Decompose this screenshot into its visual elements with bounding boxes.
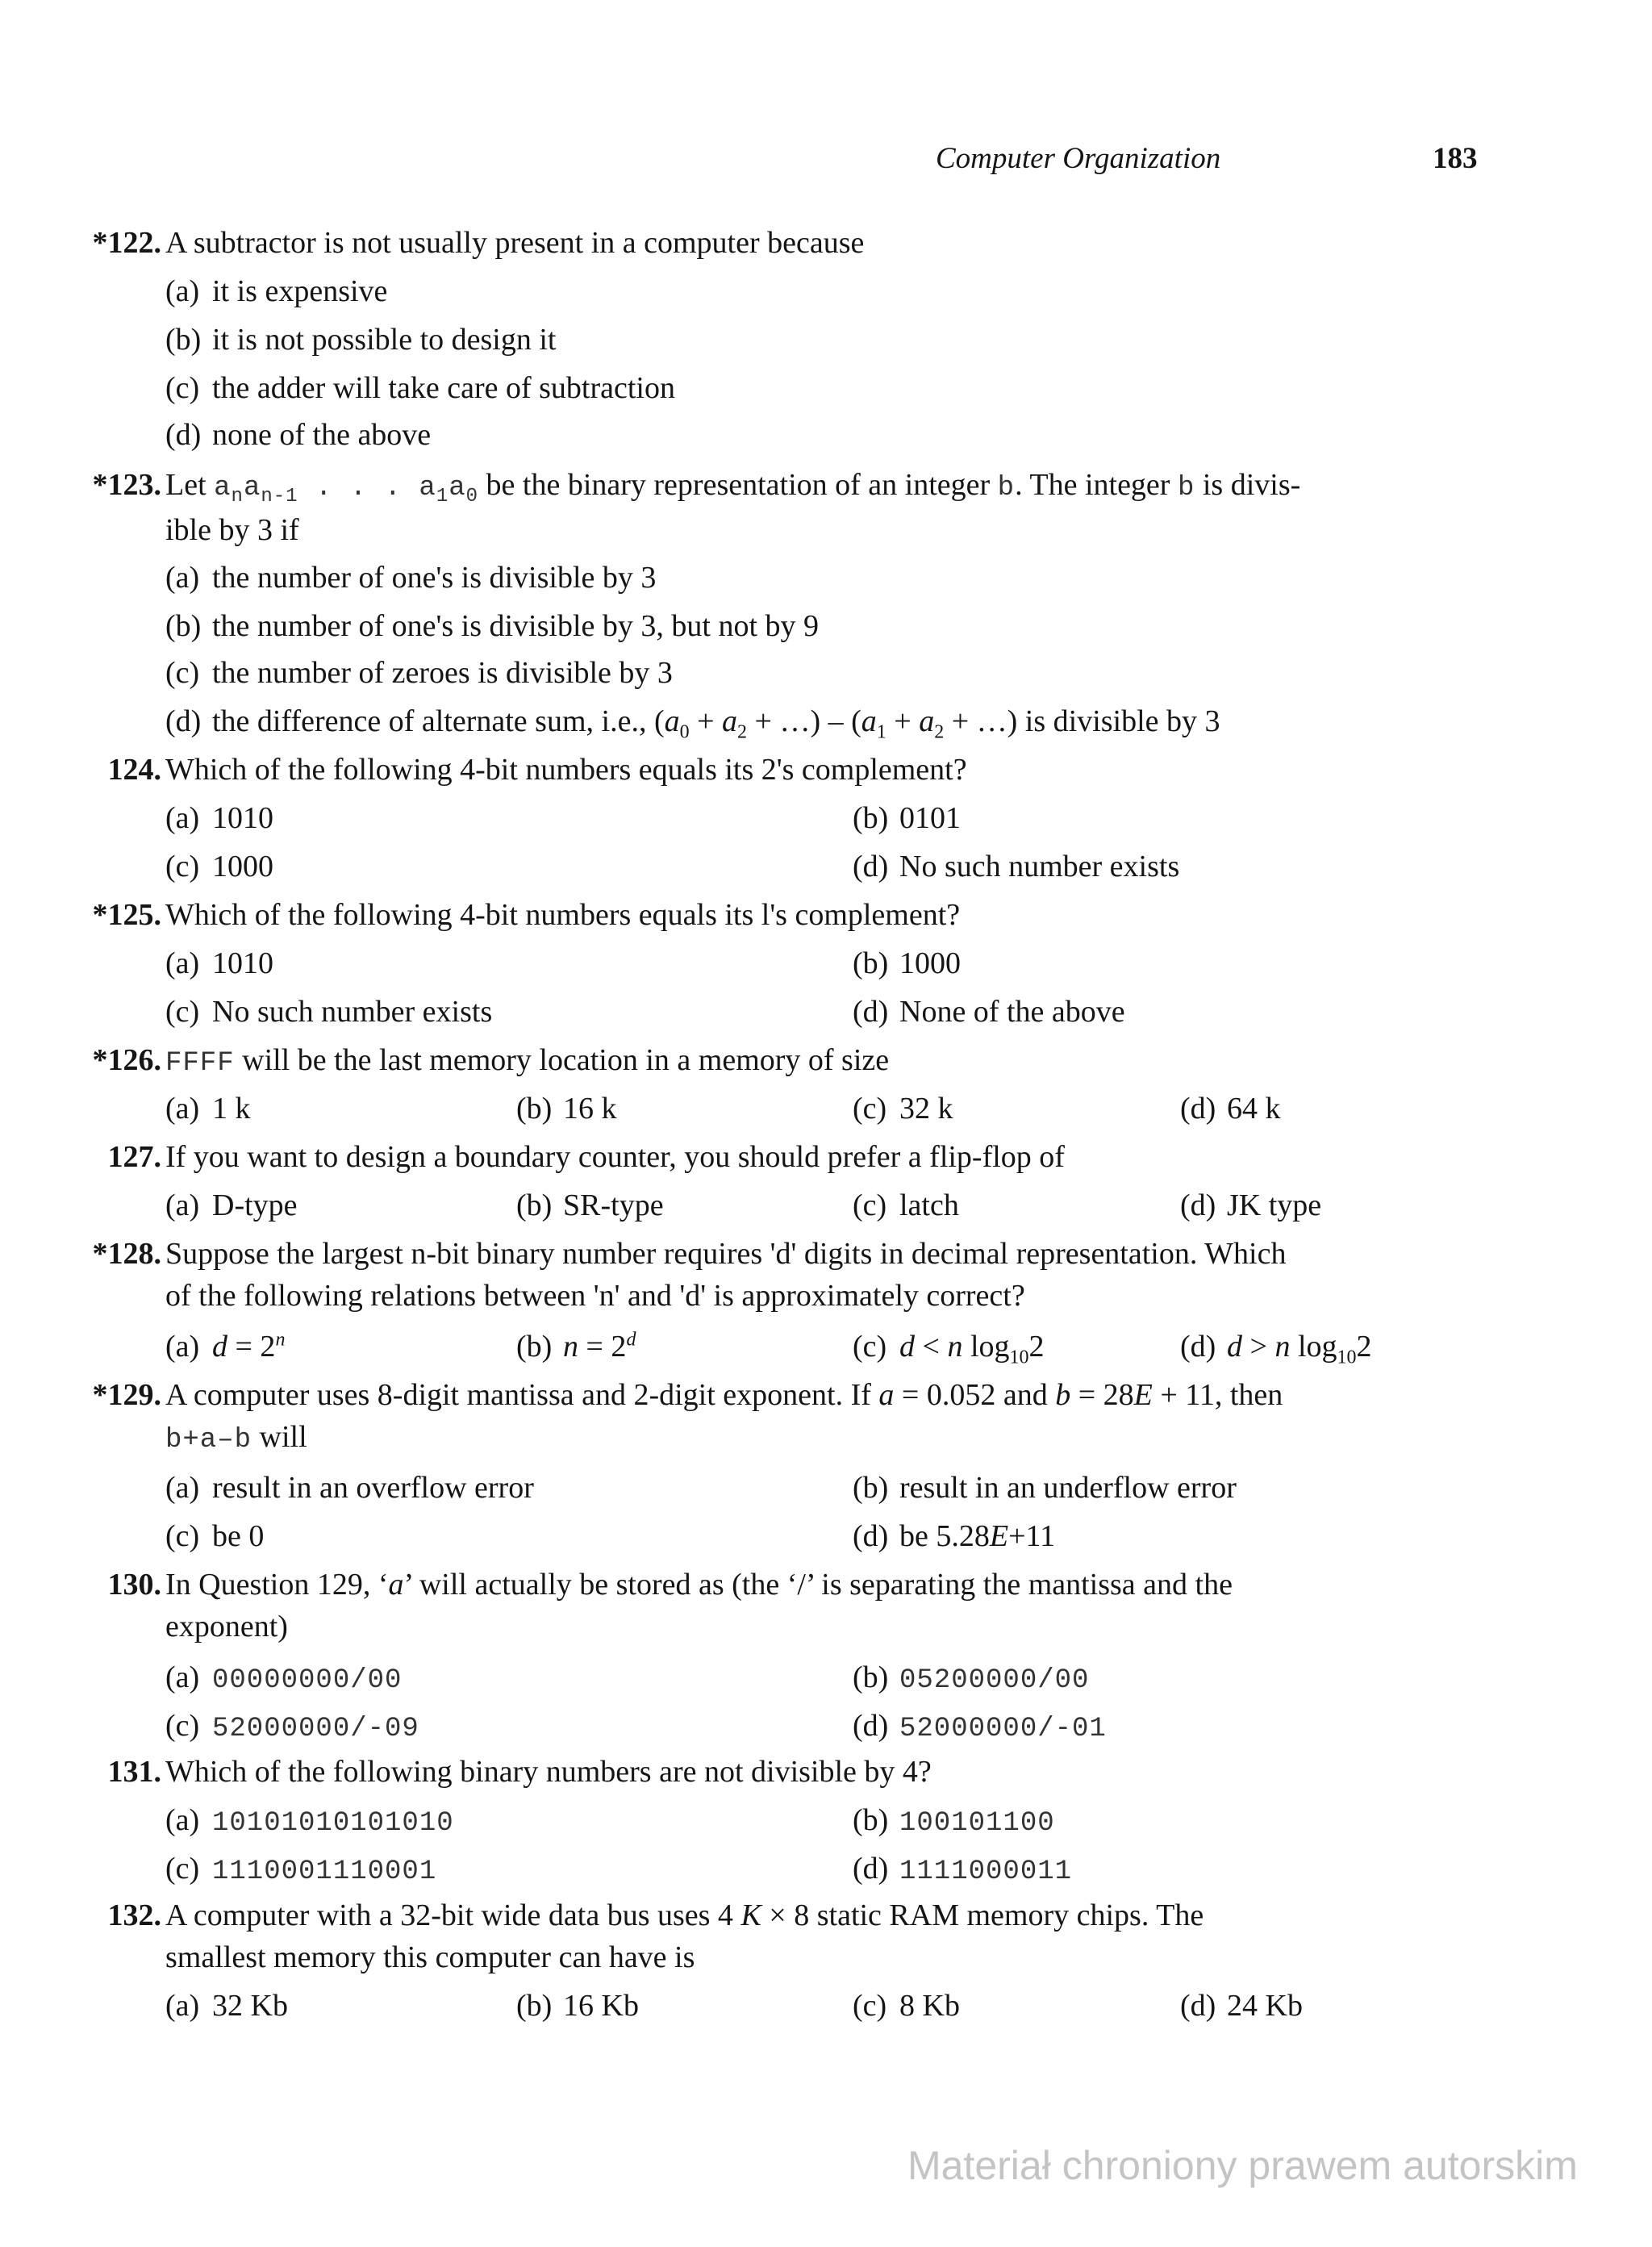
option-c: (c) 52000000/-09	[165, 1709, 419, 1744]
option-a: (a) result in an overflow error	[165, 1471, 534, 1505]
page-number: 183	[1433, 142, 1478, 175]
option-a: (a) 1010	[165, 801, 273, 835]
option-c: (c) 32 k	[853, 1092, 953, 1126]
question-text: Suppose the largest n-bit binary number requires 'd' digits in decimal representation. Which of the following relations between 'n' and 'd' is approximately correct?	[165, 1237, 1287, 1313]
option-d: (d) the difference of alternate sum, i.e., ($a_0 + a_2$ + …) – ($a_1 + a_2$ + …) is divisible by 3	[165, 704, 1220, 743]
option-b: (b) 100101100	[853, 1803, 1055, 1839]
question-text: A computer with a 32-bit wide data bus uses 4 K × 8 static RAM memory chips. The smallest memory this computer can have is	[165, 1898, 1204, 1974]
option-c: (c) the number of zeroes is divisible by 3	[165, 656, 673, 690]
option-c: (c) 8 Kb	[853, 1989, 960, 2023]
option-b: (b) it is not possible to design it	[165, 323, 557, 357]
formula: d > n $\log_{10}2$	[1227, 1330, 1372, 1368]
option-a: (a) 00000000/00	[165, 1660, 403, 1696]
option-b: (b) 0101	[853, 801, 961, 835]
question-text: Let $a_na_{n-1}$ . . . $a_1a_0$ be the binary representation of an integer b. The integer b is divis- ible by 3 if	[165, 468, 1301, 547]
question-number: 131.	[107, 1755, 161, 1789]
question-text: In Question 129, ‘a’ will actually be stored as (the ‘/’ is separating the mantissa and the exponent)	[165, 1568, 1233, 1643]
option-c: (c) 1000	[165, 850, 273, 883]
option-a: (a) $d = 2^n$	[165, 1329, 286, 1364]
running-header-title: Computer Organization	[936, 142, 1221, 175]
option-c: (c) 1110001110001	[165, 1852, 437, 1887]
option-d: (d) d > n $\log_{10}2$	[1180, 1330, 1372, 1368]
question-text: FFFF will be the last memory location in a memory of size	[165, 1043, 890, 1079]
question-number: *123.	[92, 468, 161, 502]
question-number: *129.	[92, 1378, 161, 1412]
option-a: (a) 1010	[165, 946, 273, 980]
question-text: If you want to design a boundary counter, you should prefer a flip-flop of	[165, 1140, 1065, 1174]
copyright-watermark: Materiał chroniony prawem autorskim	[907, 2143, 1578, 2188]
option-b: (b) 16 k	[516, 1092, 617, 1126]
option-d: (d) 24 Kb	[1180, 1989, 1303, 2023]
option-d: (d) JK type	[1180, 1188, 1322, 1222]
question-number: 124.	[107, 753, 161, 787]
option-b: (b) the number of one's is divisible by 3, but not by 9	[165, 609, 820, 643]
formula: d < n $\log_{10}2$	[899, 1330, 1045, 1368]
option-d: (d) None of the above	[853, 995, 1125, 1029]
option-b: (b) SR-type	[516, 1188, 664, 1222]
option-d: (d) 1111000011	[853, 1852, 1073, 1887]
question-text: A computer uses 8-digit mantissa and 2-digit exponent. If a = 0.052 and b = 28E + 11, then b+a–b will	[165, 1378, 1283, 1456]
formula: $d = 2^n$	[212, 1329, 286, 1364]
option-b: (b) result in an underflow error	[853, 1471, 1237, 1505]
option-b: (b) 16 Kb	[516, 1989, 639, 2023]
option-c: (c) be 0	[165, 1519, 265, 1553]
option-a: (a) D-type	[165, 1188, 298, 1222]
option-d: (d) 52000000/-01	[853, 1709, 1107, 1744]
option-b: (b) 05200000/00	[853, 1660, 1090, 1696]
question-number: *125.	[92, 898, 161, 932]
option-c: (c) No such number exists	[165, 995, 493, 1029]
question-number: *128.	[92, 1237, 161, 1271]
option-d: (d) be 5.28E+11	[853, 1519, 1056, 1553]
option-c: (c) latch	[853, 1188, 959, 1222]
option-a: (a) it is expensive	[165, 274, 388, 308]
option-b: (b) $n = 2^d$	[516, 1329, 636, 1364]
option-d: (d) No such number exists	[853, 850, 1180, 883]
question-text: Which of the following binary numbers are not divisible by 4?	[165, 1755, 932, 1789]
option-a: (a) 1 k	[165, 1092, 251, 1126]
question-number: *122.	[92, 226, 161, 260]
question-number: 130.	[107, 1568, 161, 1602]
question-number: 132.	[107, 1898, 161, 1932]
option-d: (d) none of the above	[165, 418, 432, 452]
question-text: Which of the following 4-bit numbers equals its 2's complement?	[165, 753, 967, 787]
option-c: (c) d < n $\log_{10}2$	[853, 1330, 1045, 1368]
option-a: (a) 32 Kb	[165, 1989, 288, 2023]
question-number: *126.	[92, 1043, 161, 1077]
option-c: (c) the adder will take care of subtraction	[165, 371, 675, 405]
option-d: (d) 64 k	[1180, 1092, 1281, 1126]
option-a: (a) the number of one's is divisible by 3	[165, 561, 657, 595]
formula: $n = 2^d$	[563, 1329, 636, 1364]
option-a: (a) 10101010101010	[165, 1803, 454, 1839]
option-b: (b) 1000	[853, 946, 961, 980]
question-text: A subtractor is not usually present in a computer because	[165, 226, 865, 260]
question-text: Which of the following 4-bit numbers equals its l's complement?	[165, 898, 961, 932]
question-number: 127.	[107, 1140, 161, 1174]
binary-sequence: $a_na_{n-1}$ . . . $a_1a_0$	[214, 473, 479, 507]
